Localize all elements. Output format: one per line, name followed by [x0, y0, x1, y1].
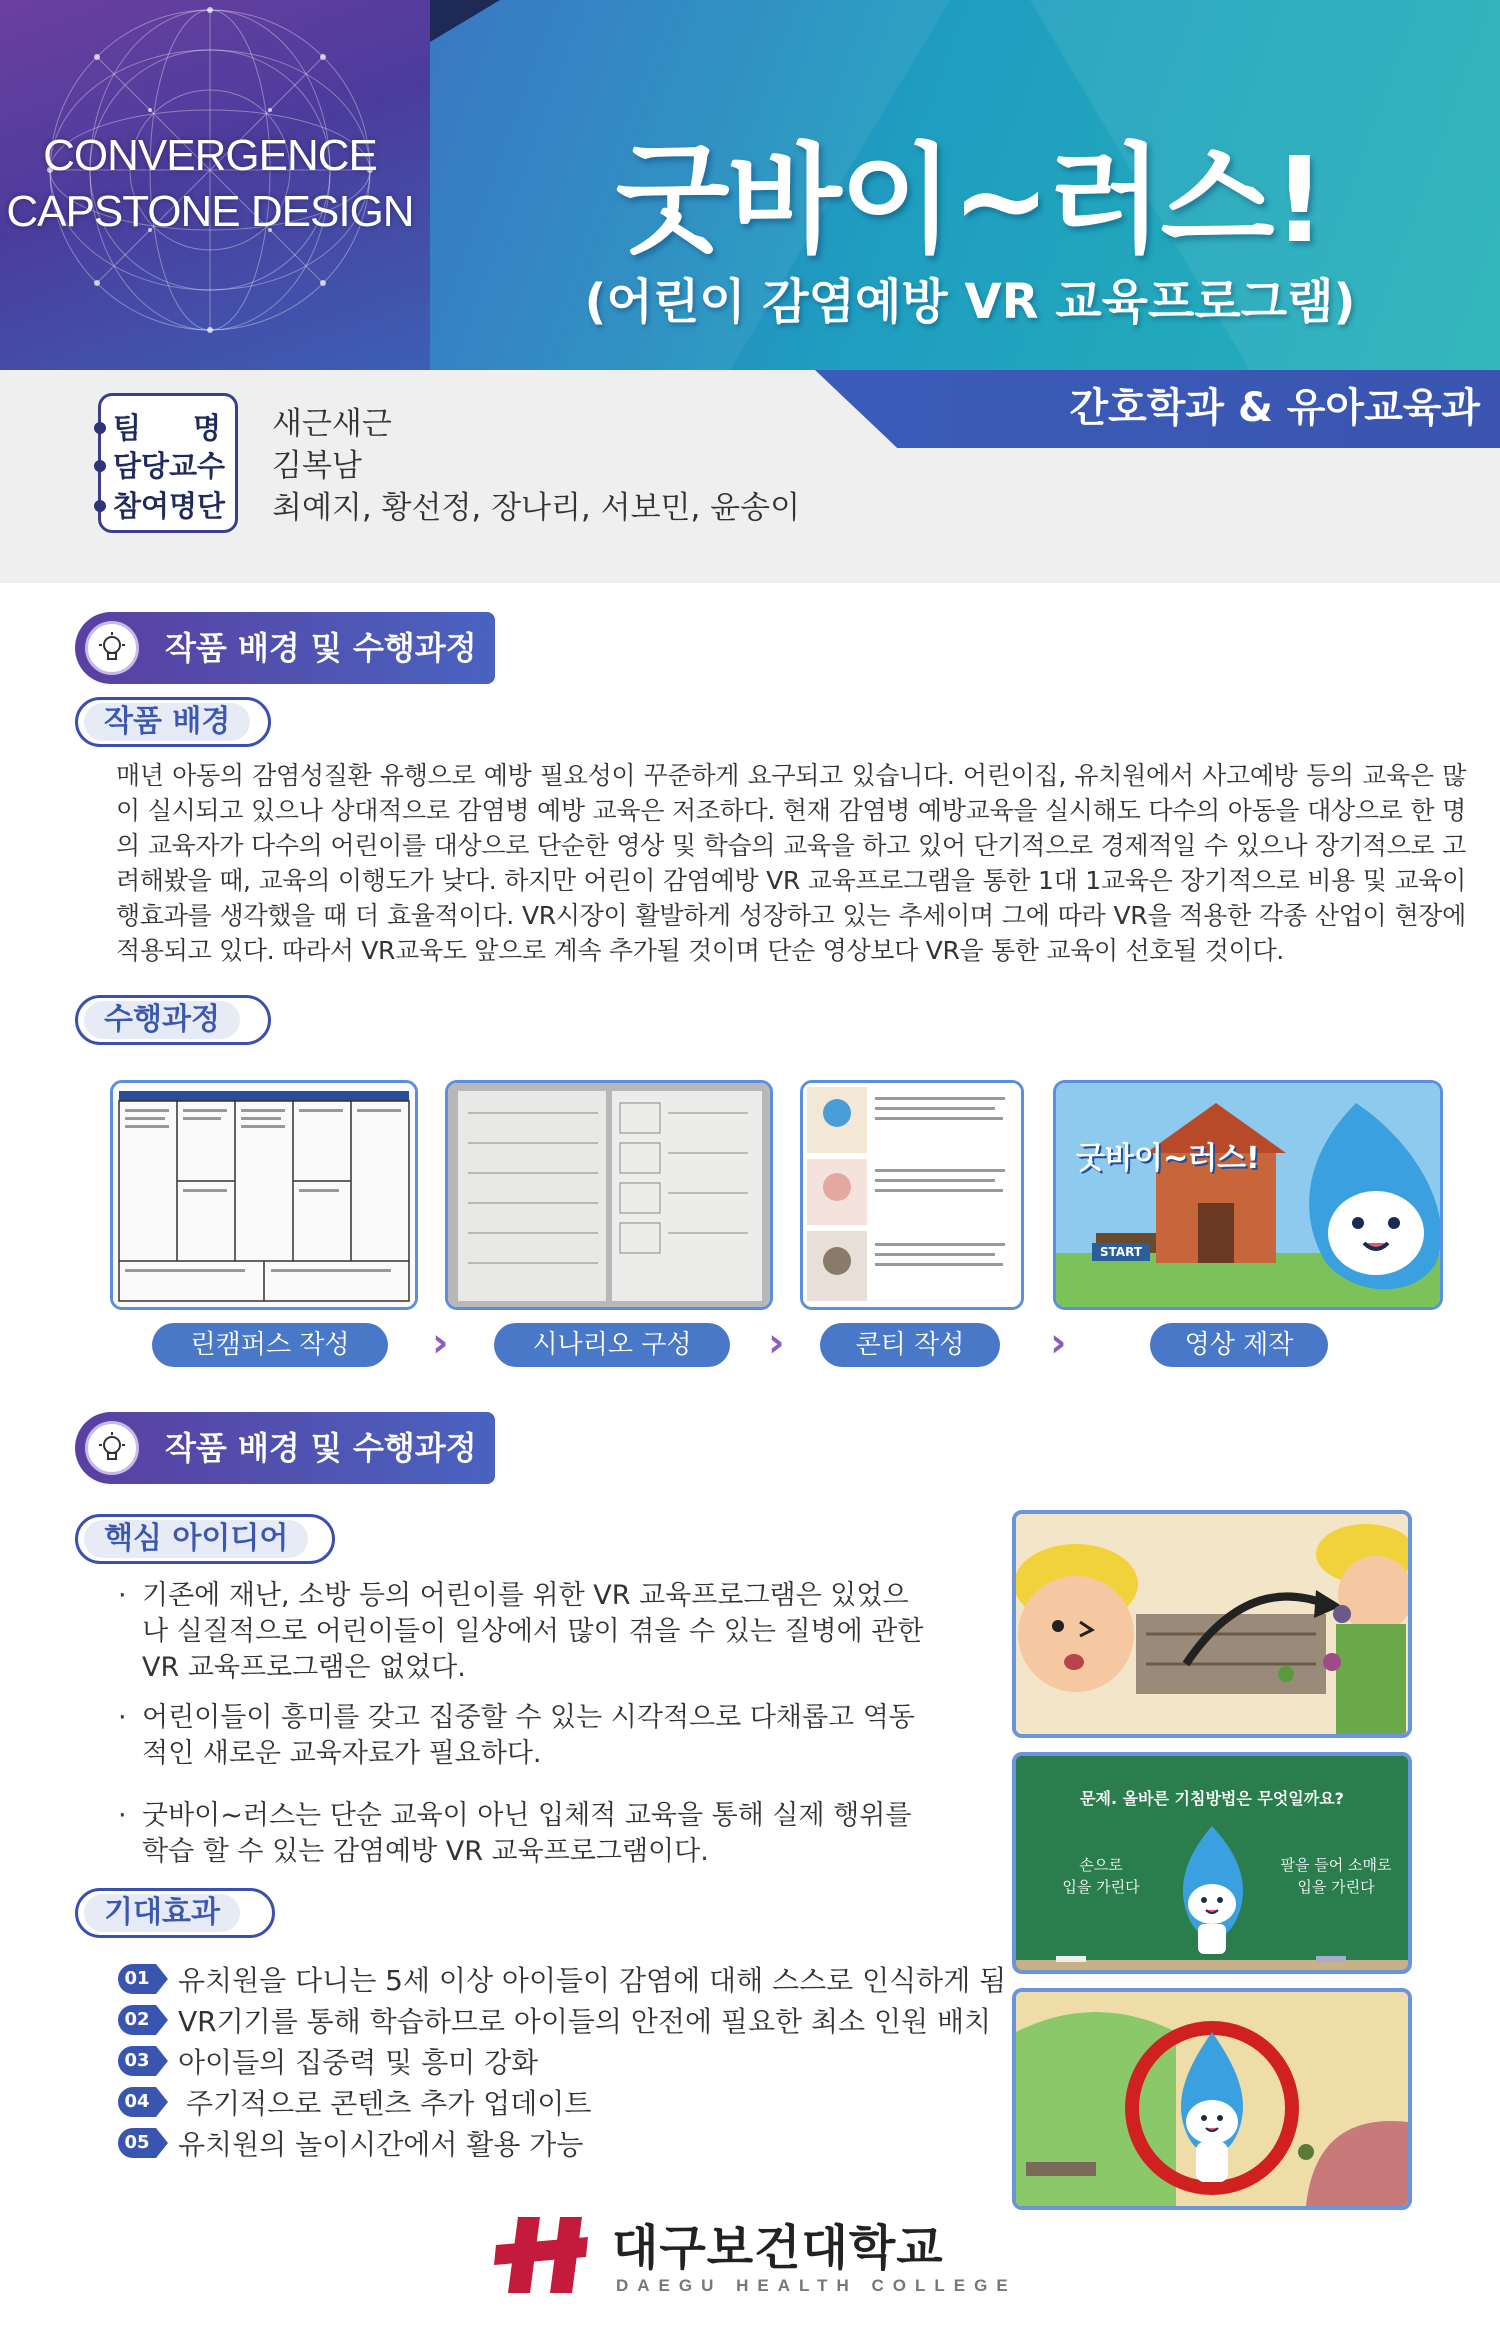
professor-name: 김복남	[272, 448, 362, 484]
process-label: 수행과정	[84, 1001, 240, 1039]
capstone-title	[0, 128, 420, 240]
effect-item	[118, 1999, 1006, 2040]
lean-canvas-image	[110, 1080, 418, 1310]
bullet-dot	[94, 460, 106, 472]
department-label: 간호학과 & 유아교육과	[1069, 385, 1480, 431]
header	[0, 0, 1500, 370]
section2-title: 작품 배경 및 수행과정	[165, 1429, 477, 1467]
quiz-option-b-line1: 팔을 들어 소매로	[1280, 1856, 1392, 1874]
info-labels-box	[98, 393, 238, 533]
effect-number: 03	[118, 2046, 156, 2076]
character-target-image	[1012, 1988, 1412, 2210]
college-name: 대구보건대학교	[612, 2220, 944, 2276]
quiz-option-a-line2: 입을 가린다	[1062, 1878, 1140, 1896]
project-subtitle: (어린이 감염예방 VR 교육프로그램)	[584, 274, 1356, 330]
capstone-line1: CONVERGENCE	[43, 131, 377, 180]
classroom-cough-image	[1012, 1510, 1412, 1738]
effect-number: 02	[118, 2005, 156, 2035]
idea-item: · 굿바이~러스는 단순 교육이 아닌 입체적 교육을 통해 실제 행위를 학습 할 수 있는 감염예방 VR 교육프로그램이다.	[128, 1798, 928, 1870]
step-video: 영상 제작	[1150, 1323, 1328, 1367]
effect-label: 기대효과	[84, 1894, 240, 1932]
college-name-english: DAEGU HEALTH COLLEGE	[616, 2276, 1017, 2295]
capstone-line2: CAPSTONE DESIGN	[6, 187, 414, 236]
bullet-dot	[94, 500, 106, 512]
step-storyboard: 콘티 작성	[820, 1323, 1000, 1367]
effect-text: 유치원의 놀이시간에서 활용 가능	[178, 2127, 584, 2161]
quiz-option-a	[1046, 1854, 1156, 1898]
bullet-dot	[94, 422, 106, 434]
effect-number: 01	[118, 1964, 156, 1994]
label-professor: 담당교수	[113, 449, 226, 483]
capstone-badge	[0, 0, 430, 370]
effect-text: 유치원을 다니는 5세 이상 아이들이 감염에 대해 스스로 인식하게 됨	[178, 1963, 1007, 1997]
section1-header	[75, 612, 495, 684]
effect-item	[118, 1958, 1006, 1999]
background-label-pill	[75, 697, 271, 747]
effect-number: 04	[118, 2087, 156, 2117]
step-lean-canvas: 린캠퍼스 작성	[152, 1323, 388, 1367]
lightbulb-icon	[85, 621, 139, 675]
quiz-option-b	[1266, 1854, 1406, 1898]
background-label: 작품 배경	[84, 703, 250, 741]
video-production-image	[1053, 1080, 1443, 1310]
team-name: 새근새근	[272, 406, 392, 442]
label-team-b: 명	[192, 411, 221, 445]
idea-label-pill	[75, 1514, 335, 1564]
effect-label-pill	[75, 1888, 275, 1938]
quiz-board-image	[1012, 1752, 1412, 1974]
lightbulb-icon	[85, 1421, 139, 1475]
effect-item	[118, 2040, 1006, 2081]
storyboard-image	[800, 1080, 1024, 1310]
process-label-pill	[75, 995, 271, 1045]
quiz-option-b-line2: 입을 가린다	[1297, 1878, 1375, 1896]
effect-text: VR기기를 통해 학습하므로 아이들의 안전에 필요한 최소 인원 배치	[178, 2004, 992, 2038]
video-logo-text: 굿바이~러스!	[1076, 1141, 1260, 1176]
video-start-sign: START	[1092, 1243, 1150, 1261]
idea-item: · 기존에 재난, 소방 등의 어린이를 위한 VR 교육프로그램은 있었으나 실질적으로 어린이들이 일상에서 많이 겪을 수 있는 질병에 관한 VR 교육프로그램은 없었다.	[128, 1578, 928, 1686]
info-values	[272, 403, 800, 529]
effect-list	[118, 1958, 1006, 2163]
scenario-notebook-image	[445, 1080, 773, 1310]
idea-item: · 어린이들이 흥미를 갖고 집중할 수 있는 시각적으로 다채롭고 역동적인 새로운 교육자료가 필요하다.	[128, 1700, 928, 1772]
project-title: 굿바이~러스!	[615, 131, 1325, 269]
effect-text: 주기적으로 콘텐츠 추가 업데이트	[186, 2086, 592, 2120]
college-logo-icon	[490, 2215, 590, 2299]
member-names: 최예지, 황선정, 장나리, 서보민, 윤송이	[272, 490, 801, 526]
label-team-a: 팀	[113, 411, 142, 445]
corner-accent	[430, 0, 500, 42]
quiz-option-a-line1: 손으로	[1079, 1856, 1123, 1874]
effect-text: 아이들의 집중력 및 흥미 강화	[178, 2045, 539, 2079]
chevron-right-icon: ›	[432, 1320, 449, 1366]
effect-number: 05	[118, 2128, 156, 2158]
label-members: 참여명단	[113, 489, 226, 523]
chevron-right-icon: ›	[768, 1320, 785, 1366]
quiz-question: 문제. 올바른 기침방법은 무엇일까요?	[1080, 1789, 1344, 1808]
background-text: 매년 아동의 감염성질환 유행으로 예방 필요성이 꾸준하게 요구되고 있습니다. 어린이집, 유치원에서 사고예방 등의 교육은 많이 실시되고 있으나 상대적으로 감염병 예방 교육은 저조하다. 현재 감염병 예방교육을 실시해도 다수의 아동을 대상으로 한 명의 교육자가 다수의 어린이를 대상으로 단순한 영상 및 학습의 교육을 하고 있어 단기적으로 경제적일 수 있으나 장기적으로 고려해봤을 때, 교육의 이행도가 낮다. 하지만 어린이 감염예방 VR 교육프로그램을 통한 1대 1교육은 장기적으로 비용 및 교육이행효과를 생각했을 때 더 효율적이다. VR시장이 활발하게 성장하고 있는 추세이며 그에 따라 VR을 적용한 각종 산업이 현장에 적용되고 있다. 따라서 VR교육도 앞으로 계속 추가될 것이며 단순 영상보다 VR을 통한 교육이 선호될 것이다.	[116, 761, 1466, 965]
chevron-right-icon: ›	[1050, 1320, 1067, 1366]
section1-title: 작품 배경 및 수행과정	[165, 629, 477, 667]
effect-item	[118, 2081, 1006, 2122]
section2-header	[75, 1412, 495, 1484]
idea-list	[128, 1578, 928, 1884]
idea-label: 핵심 아이디어	[84, 1520, 308, 1558]
effect-item	[118, 2122, 1006, 2163]
step-scenario: 시나리오 구성	[494, 1323, 730, 1367]
label-team	[113, 408, 221, 448]
